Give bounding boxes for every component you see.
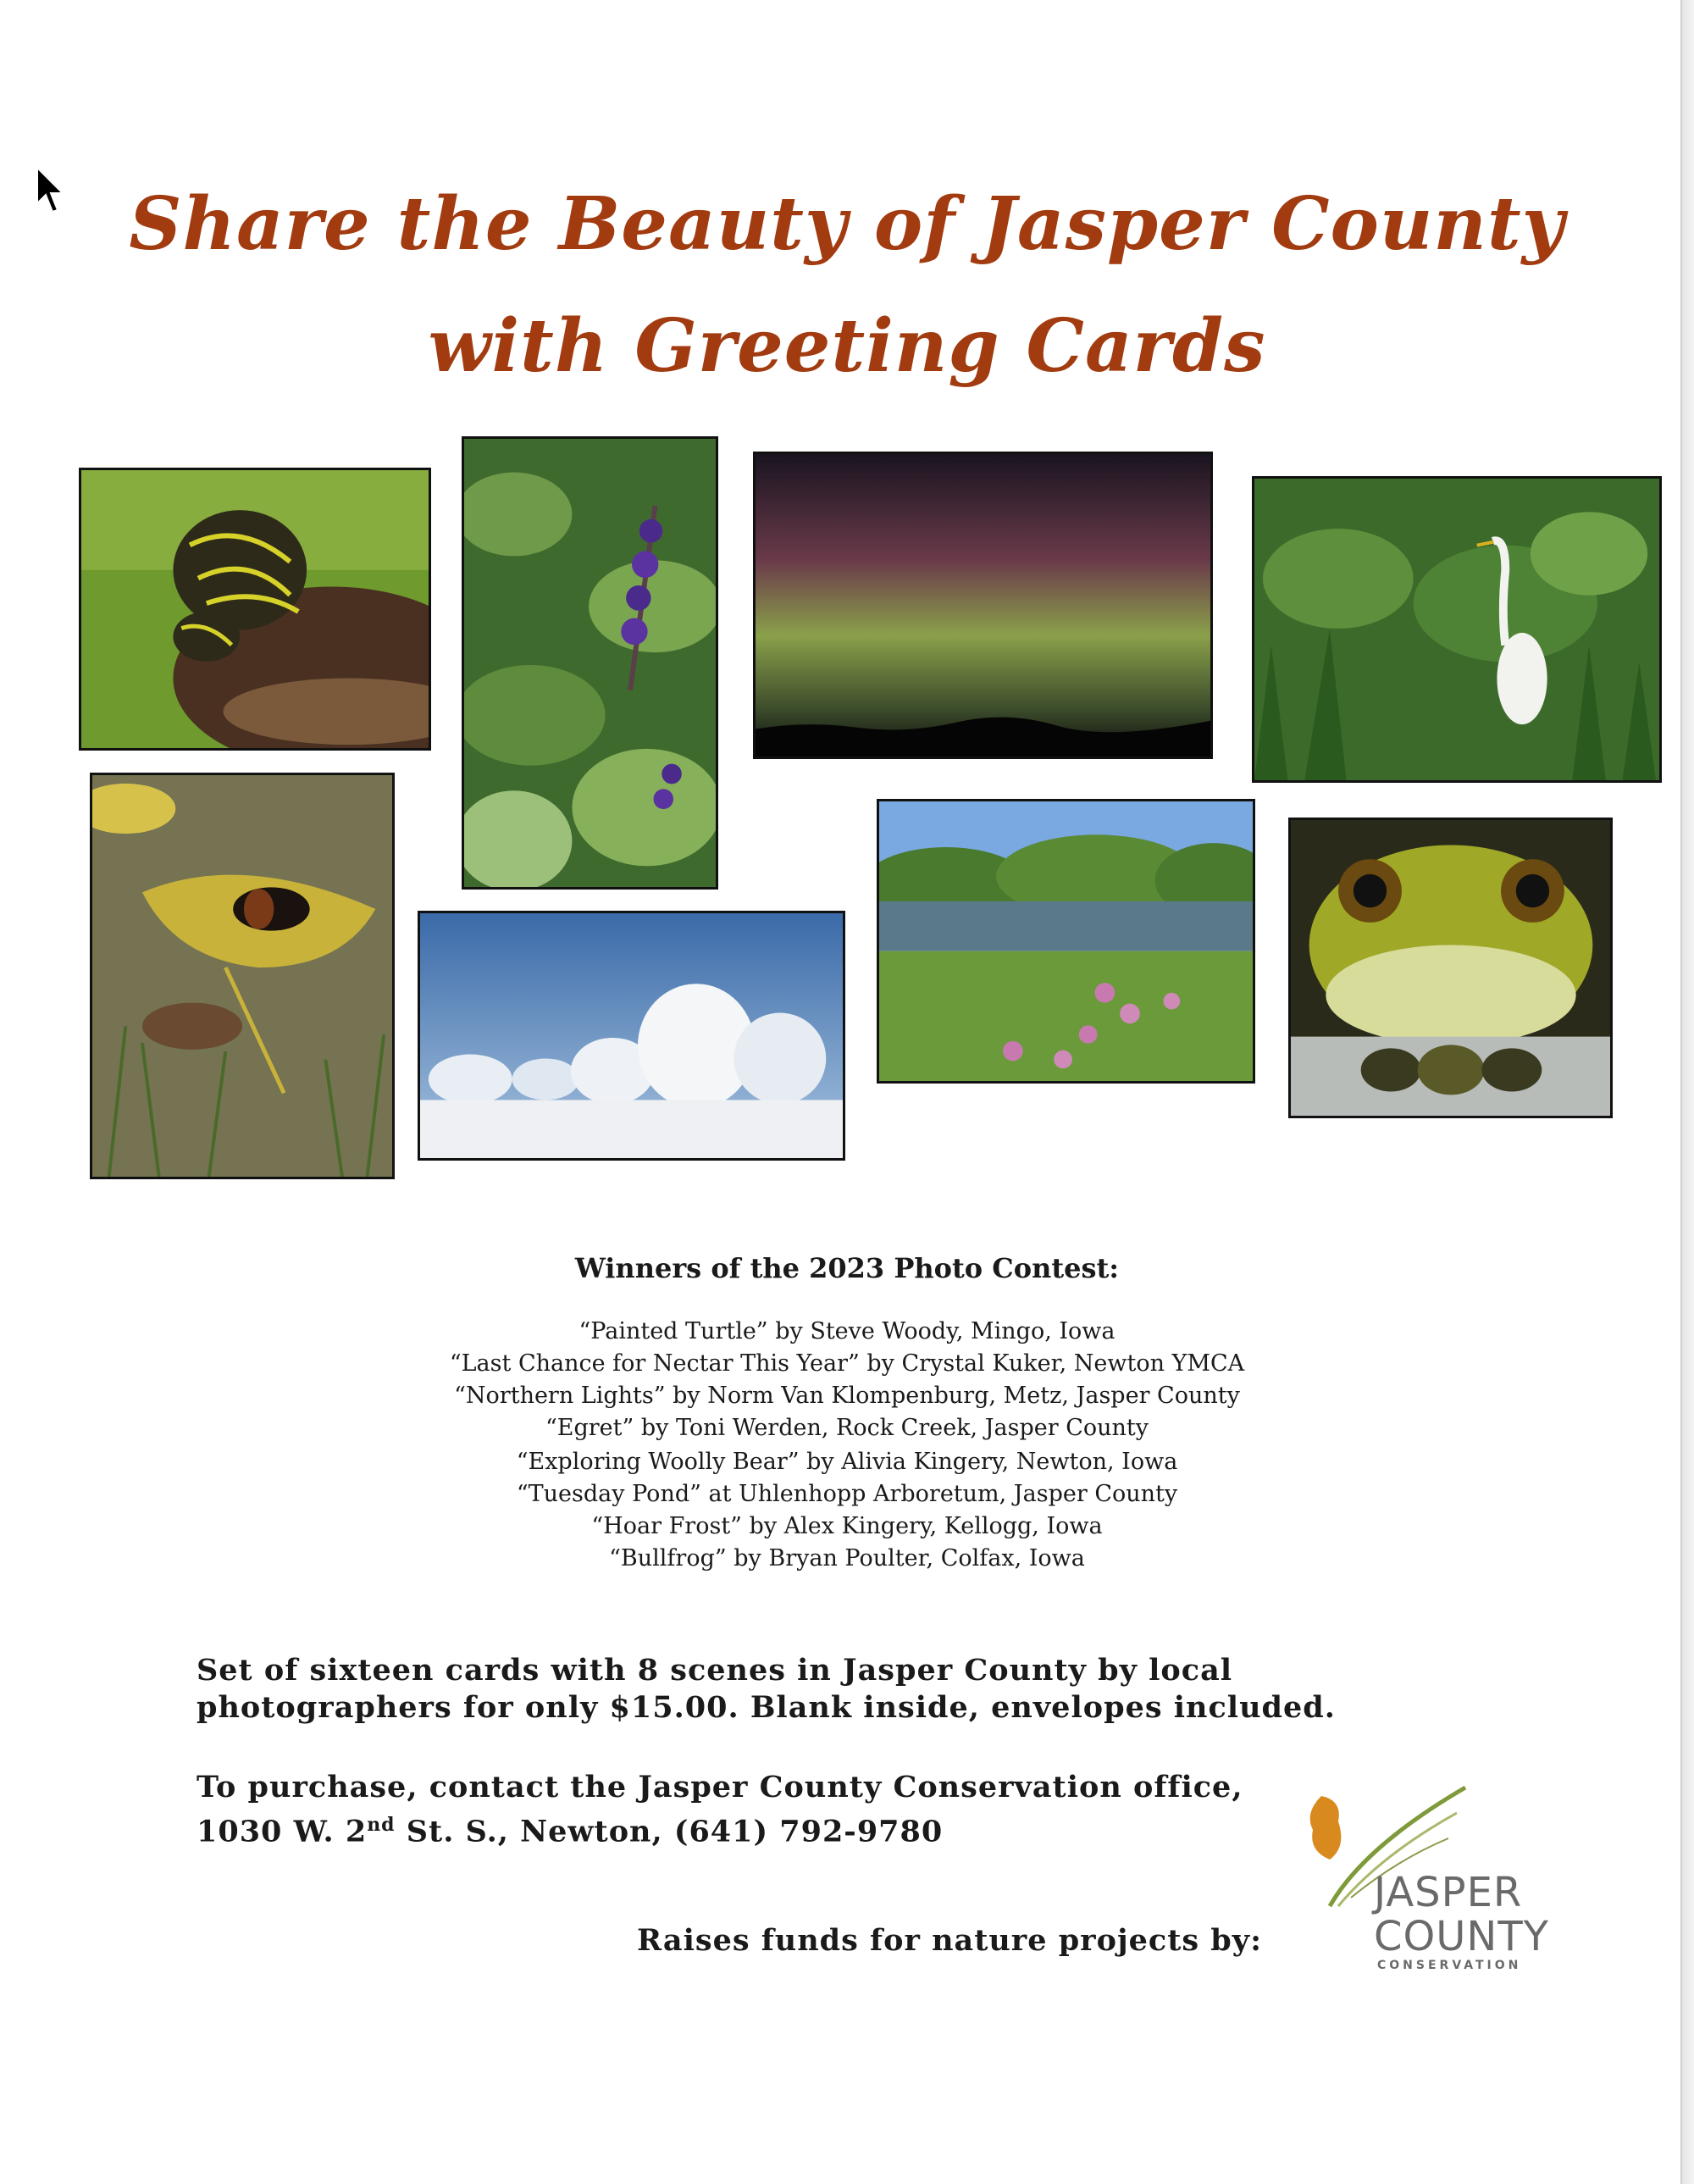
woolly-bear-photo: [90, 773, 395, 1179]
logo-word-jasper: JASPER: [1374, 1869, 1523, 1916]
contact-address-end: St. S., Newton, (641) 792-9780: [395, 1814, 944, 1849]
nectar-flower-photo: [462, 436, 718, 890]
winner-item: “Exploring Woolly Bear” by Alivia Kingery, Newton, Iowa: [516, 1449, 1178, 1475]
winner-item: “Egret” by Toni Werden, Rock Creek, Jasper County: [545, 1415, 1149, 1441]
contact-address-start: 1030 W. 2: [197, 1814, 368, 1849]
raises-funds-text: Raises funds for nature projects by:: [637, 1923, 1262, 1958]
contact-line-2: [197, 1806, 1243, 1851]
northern-lights-photo: [753, 452, 1213, 759]
hoar-frost-photo: [418, 911, 845, 1161]
offer-text: [197, 1652, 1336, 1727]
offer-line-2: photographers for only $15.00. Blank inside, envelopes included.: [197, 1690, 1336, 1725]
logo-word-county: COUNTY: [1374, 1913, 1549, 1960]
contact-line-1: To purchase, contact the Jasper County Conservation office,: [197, 1770, 1243, 1804]
logo-word-conservation: CONSERVATION: [1377, 1959, 1522, 1972]
title-line-1: Share the Beauty of Jasper County: [129, 181, 1565, 267]
winner-item: “Tuesday Pond” at Uhlenhopp Arboretum, Jasper County: [516, 1481, 1178, 1507]
winner-item: “Hoar Frost” by Alex Kingery, Kellogg, Iowa: [591, 1513, 1103, 1539]
winner-item: “Northern Lights” by Norm Van Klompenburg, Metz, Jasper County: [454, 1383, 1240, 1409]
winners-heading: Winners of the 2023 Photo Contest:: [574, 1252, 1120, 1284]
winner-item: “Painted Turtle” by Steve Woody, Mingo, Iowa: [579, 1318, 1115, 1344]
contact-address-ordinal: nd: [367, 1814, 396, 1836]
winner-item: “Bullfrog” by Bryan Poulter, Colfax, Iowa: [609, 1545, 1085, 1571]
painted-turtle-photo: [79, 468, 431, 751]
contact-text: [197, 1769, 1243, 1851]
offer-line-1: Set of sixteen cards with 8 scenes in Jasper County by local: [197, 1653, 1233, 1688]
winner-item: “Last Chance for Nectar This Year” by Crystal Kuker, Newton YMCA: [449, 1350, 1245, 1377]
title-line-2: with Greeting Cards: [428, 303, 1266, 389]
tuesday-pond-photo: [877, 799, 1255, 1084]
bullfrog-photo: [1288, 818, 1613, 1118]
egret-photo: [1252, 476, 1662, 783]
